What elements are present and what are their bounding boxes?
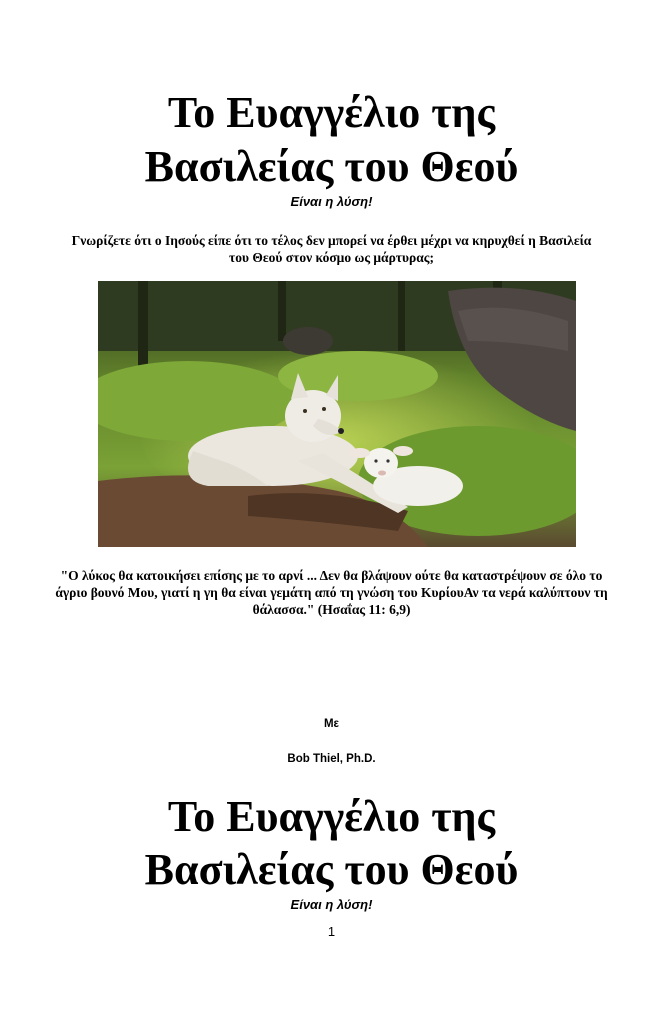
cover-title-line2: Βασιλείας του Θεού xyxy=(144,142,519,191)
repeat-subtitle: Είναι η λύση! xyxy=(290,897,373,912)
cover-subtitle: Είναι η λύση! xyxy=(290,194,373,209)
author-name: Bob Thiel, Ph.D. xyxy=(287,753,376,765)
repeat-title-line1: Το Ευαγγέλιο της xyxy=(167,792,496,841)
repeat-title-line2: Βασιλείας του Θεού xyxy=(144,845,519,894)
isaiah-quote: "Ο λύκος θα κατοικήσει επίσης με το αρνί ... Δεν θα βλάψουν ούτε θα καταστρέψουν σε όλο το άγριο βουνό Μου, γιατί η γη θα είναι γεμάτη από τη γνώση του ΚυρίουΑν τα νερά καλύπτουν τη θάλασσα." (Ησαΐας 11: 6,9) xyxy=(55,568,608,617)
by-label: Με xyxy=(323,718,340,730)
cover-title-line1: Το Ευαγγέλιο της xyxy=(167,88,496,137)
intro-paragraph: Γνωρίζετε ότι ο Ιησούς είπε ότι το τέλος δεν μπορεί να έρθει μέχρι να κηρυχθεί η Βασιλεία του Θεού στον κόσμο ως μάρτυρας; xyxy=(71,233,592,265)
page-number: 1 xyxy=(327,924,336,939)
wolf-and-lamb-photo xyxy=(98,281,576,547)
